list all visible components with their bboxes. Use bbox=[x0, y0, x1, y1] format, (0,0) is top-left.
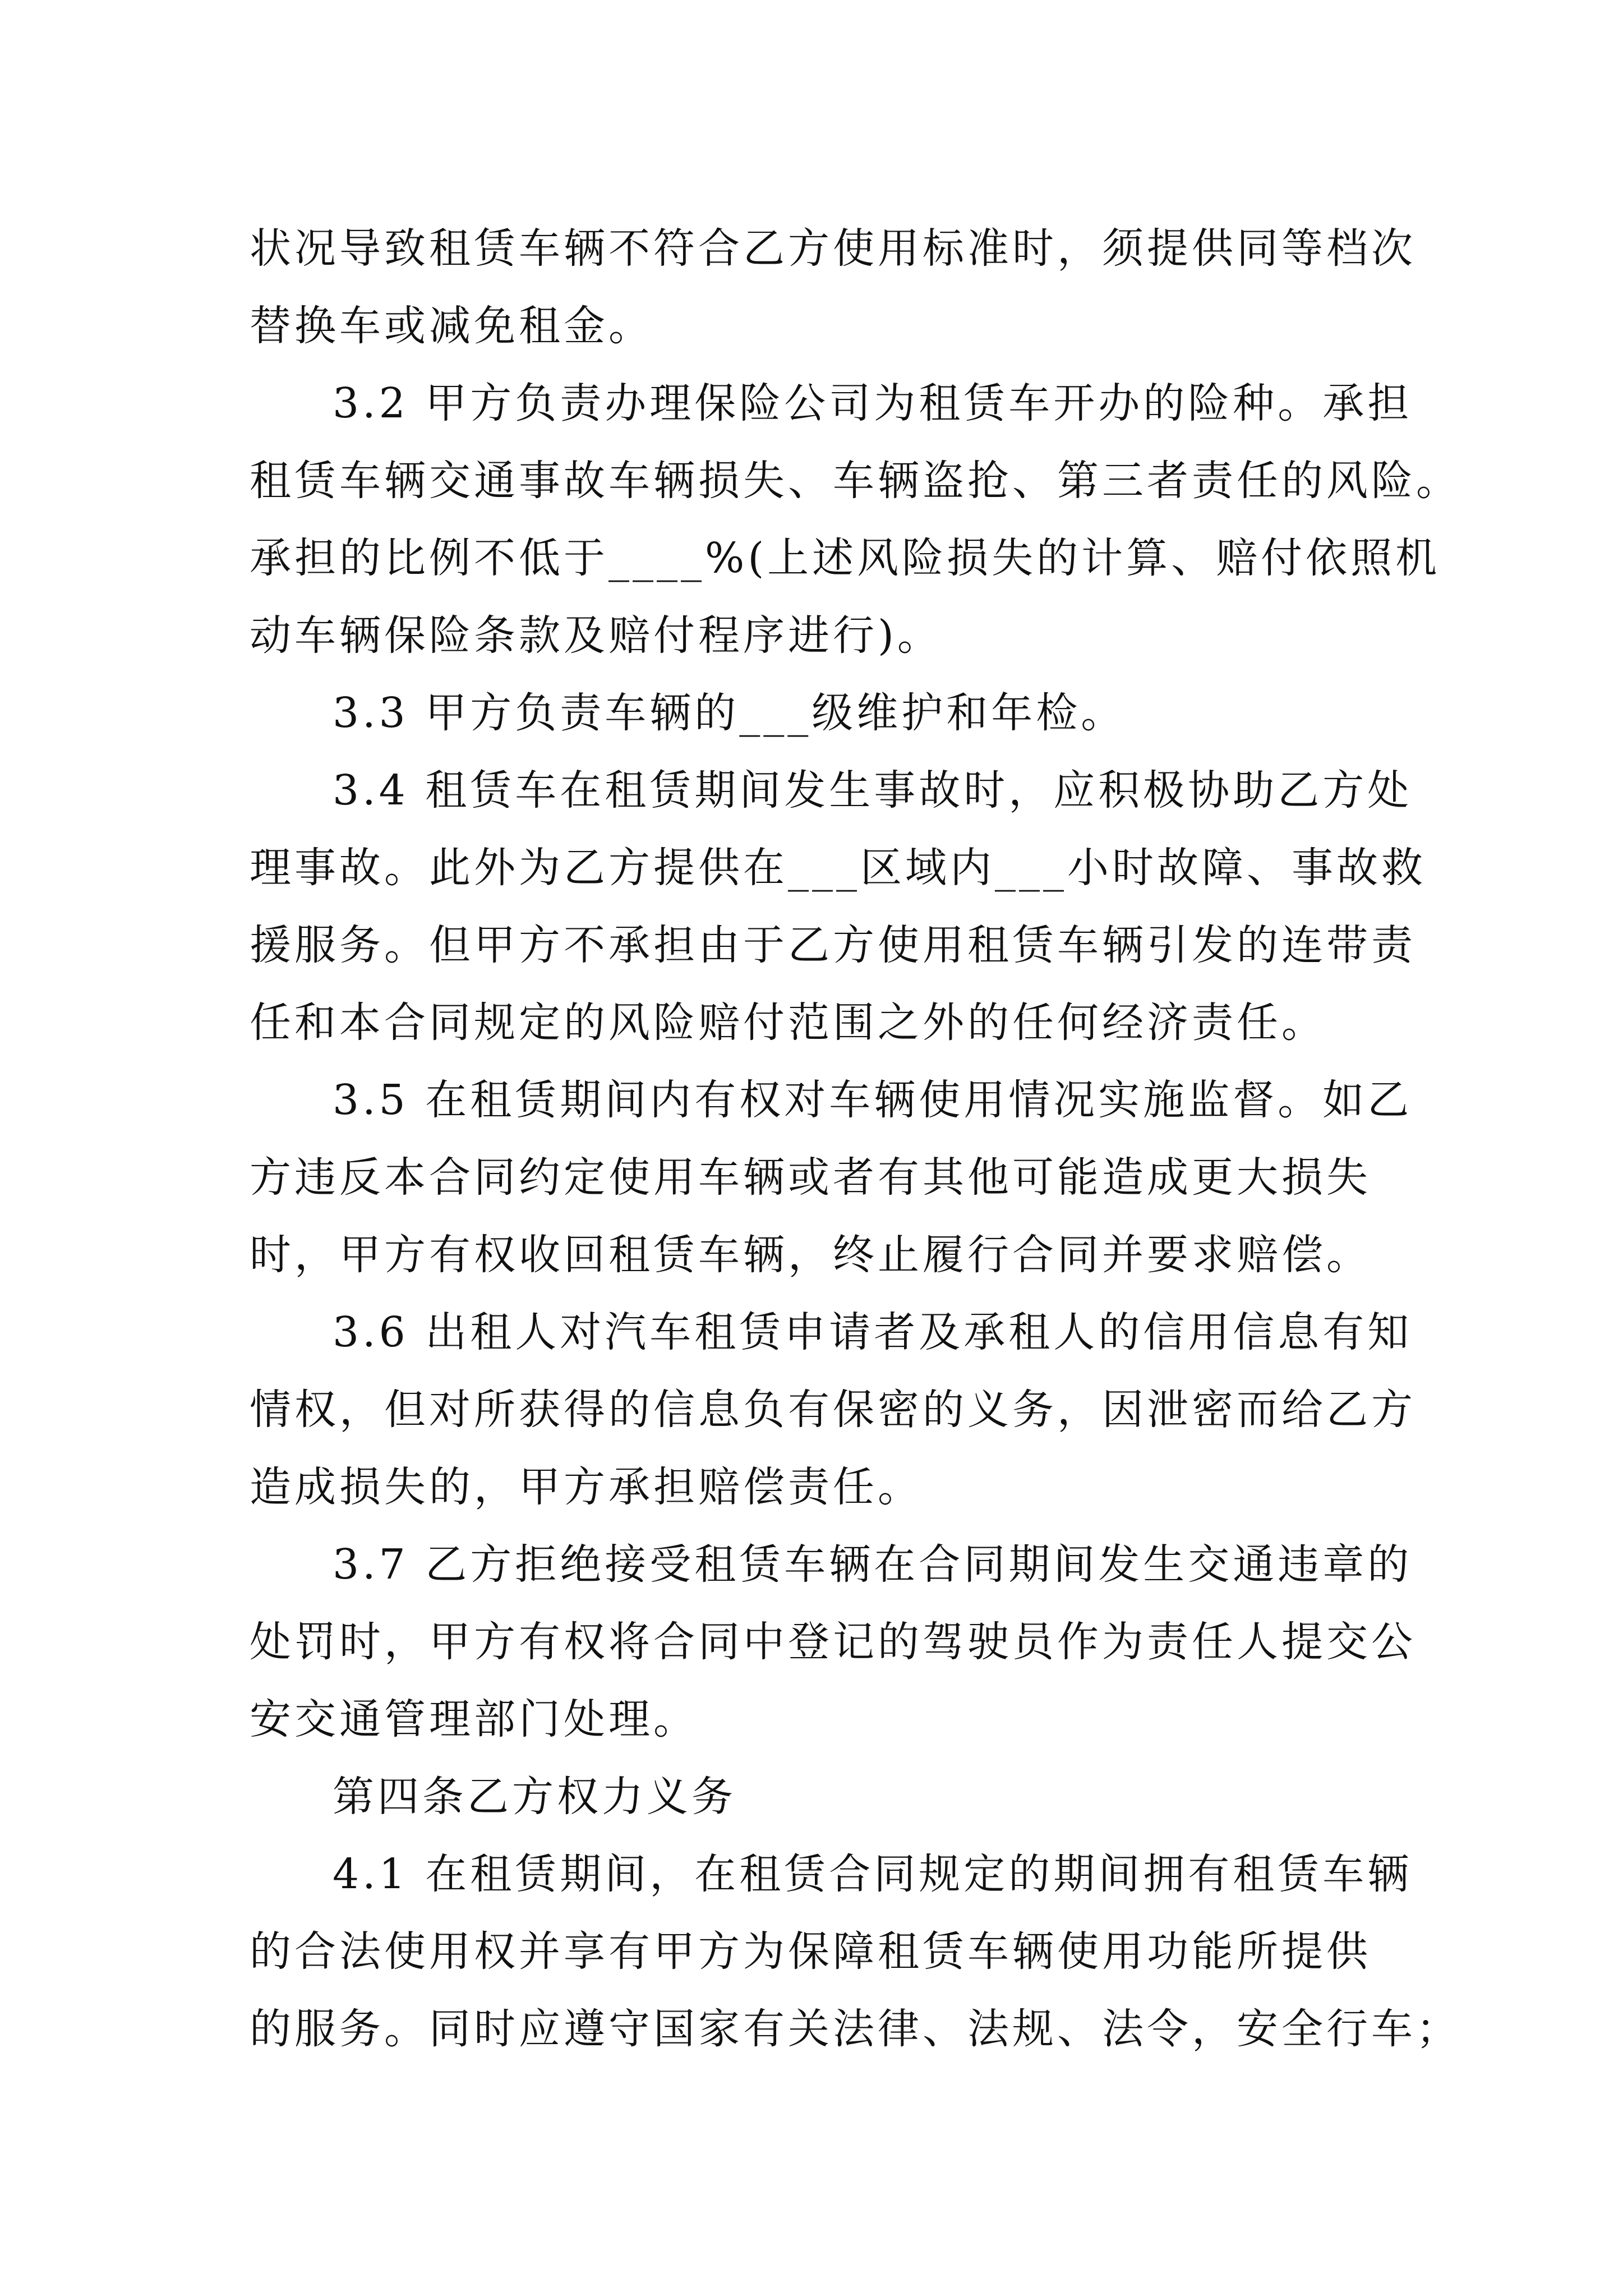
clause-3-7-line: 3.7 乙方拒绝接受租赁车辆在合同期间发生交通违章的 bbox=[333, 1540, 1413, 1589]
clause-3-6-line: 3.6 出租人对汽车租赁申请者及承租人的信用信息有知 bbox=[333, 1308, 1413, 1356]
text-line: 处罚时，甲方有权将合同中登记的驾驶员作为责任人提交公 bbox=[250, 1618, 1416, 1666]
text-line: 方违反本合同约定使用车辆或者有其他可能造成更大损失 bbox=[250, 1153, 1371, 1202]
text-line: 安交通管理部门处理。 bbox=[250, 1695, 698, 1743]
text-line: 造成损失的，甲方承担赔偿责任。 bbox=[250, 1463, 923, 1511]
text-line: 的合法使用权并享有甲方为保障租赁车辆使用功能所提供 bbox=[250, 1927, 1371, 1976]
text-line: 理事故。此外为乙方提供在___区域内___小时故障、事故救 bbox=[250, 844, 1426, 892]
clause-4-1-line: 4.1 在租赁期间，在租赁合同规定的期间拥有租赁车辆 bbox=[333, 1850, 1413, 1898]
text-line: 情权，但对所获得的信息负有保密的义务，因泄密而给乙方 bbox=[250, 1386, 1416, 1434]
text-line: 任和本合同规定的风险赔付范围之外的任何经济责任。 bbox=[250, 999, 1326, 1047]
text-line: 租赁车辆交通事故车辆损失、车辆盗抢、第三者责任的风险。 bbox=[250, 457, 1461, 505]
clause-3-3-line: 3.3 甲方负责车辆的___级维护和年检。 bbox=[333, 689, 1126, 737]
clause-3-5-line: 3.5 在租赁期间内有权对车辆使用情况实施监督。如乙 bbox=[333, 1076, 1413, 1124]
text-line: 承担的比例不低于____%(上述风险损失的计算、赔付依照机 bbox=[250, 534, 1441, 582]
text-line: 替换车或减免租金。 bbox=[250, 302, 653, 350]
text-line: 援服务。但甲方不承担由于乙方使用租赁车辆引发的连带责 bbox=[250, 921, 1416, 969]
text-line: 动车辆保险条款及赔付程序进行)。 bbox=[250, 611, 942, 660]
clause-3-2-line: 3.2 甲方负责办理保险公司为租赁车开办的险种。承担 bbox=[333, 379, 1413, 427]
text-line: 的服务。同时应遵守国家有关法律、法规、法令，安全行车； bbox=[250, 2005, 1461, 2053]
section-heading: 第四条乙方权力义务 bbox=[333, 1773, 736, 1821]
text-line: 状况导致租赁车辆不符合乙方使用标准时，须提供同等档次 bbox=[250, 224, 1416, 273]
text-line: 时，甲方有权收回租赁车辆，终止履行合同并要求赔偿。 bbox=[250, 1231, 1371, 1279]
clause-3-4-line: 3.4 租赁车在租赁期间发生事故时，应积极协助乙方处 bbox=[333, 766, 1413, 815]
document-body bbox=[250, 210, 1461, 2068]
